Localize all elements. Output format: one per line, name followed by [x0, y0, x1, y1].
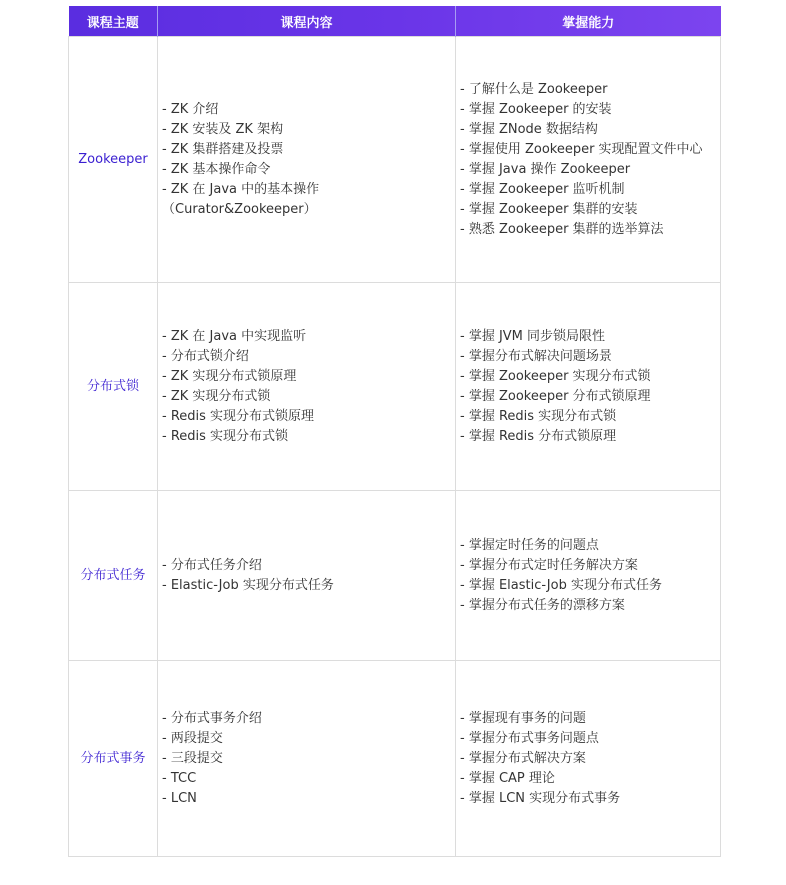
list-item: - 掌握分布式解决问题场景	[460, 348, 612, 364]
list-item: - 分布式锁介绍	[162, 348, 249, 364]
list-item: - 掌握 Elastic-Job 实现分布式任务	[460, 577, 662, 593]
list-item: - 掌握 Zookeeper 集群的安装	[460, 201, 638, 217]
table-header-row	[69, 6, 721, 37]
list-item: - 掌握 CAP 理论	[460, 770, 555, 786]
header-content: 课程内容	[158, 6, 456, 37]
content-cell	[158, 37, 456, 283]
list-item: - 掌握 Zookeeper 监听机制	[460, 181, 625, 197]
list-item: - 掌握现有事务的问题	[460, 710, 586, 726]
content-cell	[158, 661, 456, 857]
list-item: - 掌握 Redis 分布式锁原理	[460, 428, 617, 444]
header-topic: 课程主题	[69, 6, 158, 37]
list-item: - 掌握定时任务的问题点	[460, 537, 599, 553]
list-item: - 掌握 Zookeeper 分布式锁原理	[460, 388, 651, 404]
table-row	[69, 283, 721, 491]
list-item: - 两段提交	[162, 730, 223, 746]
ability-cell	[456, 661, 721, 857]
list-item: - TCC	[162, 770, 197, 786]
list-item: - ZK 在 Java 中实现监听	[162, 328, 307, 344]
topic-cell: 分布式任务	[69, 491, 158, 661]
list-item: - 掌握分布式定时任务解决方案	[460, 557, 638, 573]
list-item: - 熟悉 Zookeeper 集群的选举算法	[460, 221, 664, 237]
list-item: - 掌握使用 Zookeeper 实现配置文件中心	[460, 141, 703, 157]
list-item: - 掌握 Java 操作 Zookeeper	[460, 161, 631, 177]
list-item: - 掌握 Zookeeper 实现分布式锁	[460, 368, 651, 384]
content-cell	[158, 491, 456, 661]
content-cell	[158, 283, 456, 491]
list-item: - ZK 集群搭建及投票	[162, 141, 284, 157]
course-table	[68, 6, 721, 857]
table-row	[69, 491, 721, 661]
table-row	[69, 661, 721, 857]
list-item: - ZK 安装及 ZK 架构	[162, 121, 284, 137]
list-item: - 掌握 ZNode 数据结构	[460, 121, 598, 137]
list-item: - 掌握分布式事务问题点	[460, 730, 599, 746]
table-row	[69, 37, 721, 283]
list-item: - Elastic-Job 实现分布式任务	[162, 577, 334, 593]
list-item: - 了解什么是 Zookeeper	[460, 81, 608, 97]
list-item: - 掌握分布式解决方案	[460, 750, 586, 766]
list-item: - Redis 实现分布式锁	[162, 428, 289, 444]
list-item: （Curator&Zookeeper）	[162, 201, 317, 217]
ability-cell	[456, 37, 721, 283]
topic-cell: 分布式锁	[69, 283, 158, 491]
list-item: - 掌握 Zookeeper 的安装	[460, 101, 612, 117]
list-item: - 掌握分布式任务的漂移方案	[460, 597, 625, 613]
ability-cell	[456, 491, 721, 661]
list-item: - ZK 在 Java 中的基本操作	[162, 181, 320, 197]
list-item: - 分布式事务介绍	[162, 710, 262, 726]
list-item: - 掌握 Redis 实现分布式锁	[460, 408, 617, 424]
list-item: - 三段提交	[162, 750, 223, 766]
list-item: - ZK 实现分布式锁原理	[162, 368, 297, 384]
list-item: - Redis 实现分布式锁原理	[162, 408, 315, 424]
topic-cell: 分布式事务	[69, 661, 158, 857]
list-item: - ZK 基本操作命令	[162, 161, 271, 177]
header-ability: 掌握能力	[562, 15, 615, 31]
list-item: - 掌握 LCN 实现分布式事务	[460, 790, 621, 806]
topic-cell: Zookeeper	[69, 37, 158, 283]
list-item: - 掌握 JVM 同步锁局限性	[460, 328, 606, 344]
list-item: - 分布式任务介绍	[162, 557, 262, 573]
list-item: - ZK 实现分布式锁	[162, 388, 271, 404]
ability-cell	[456, 283, 721, 491]
list-item: - ZK 介绍	[162, 101, 219, 117]
list-item: - LCN	[162, 790, 197, 806]
